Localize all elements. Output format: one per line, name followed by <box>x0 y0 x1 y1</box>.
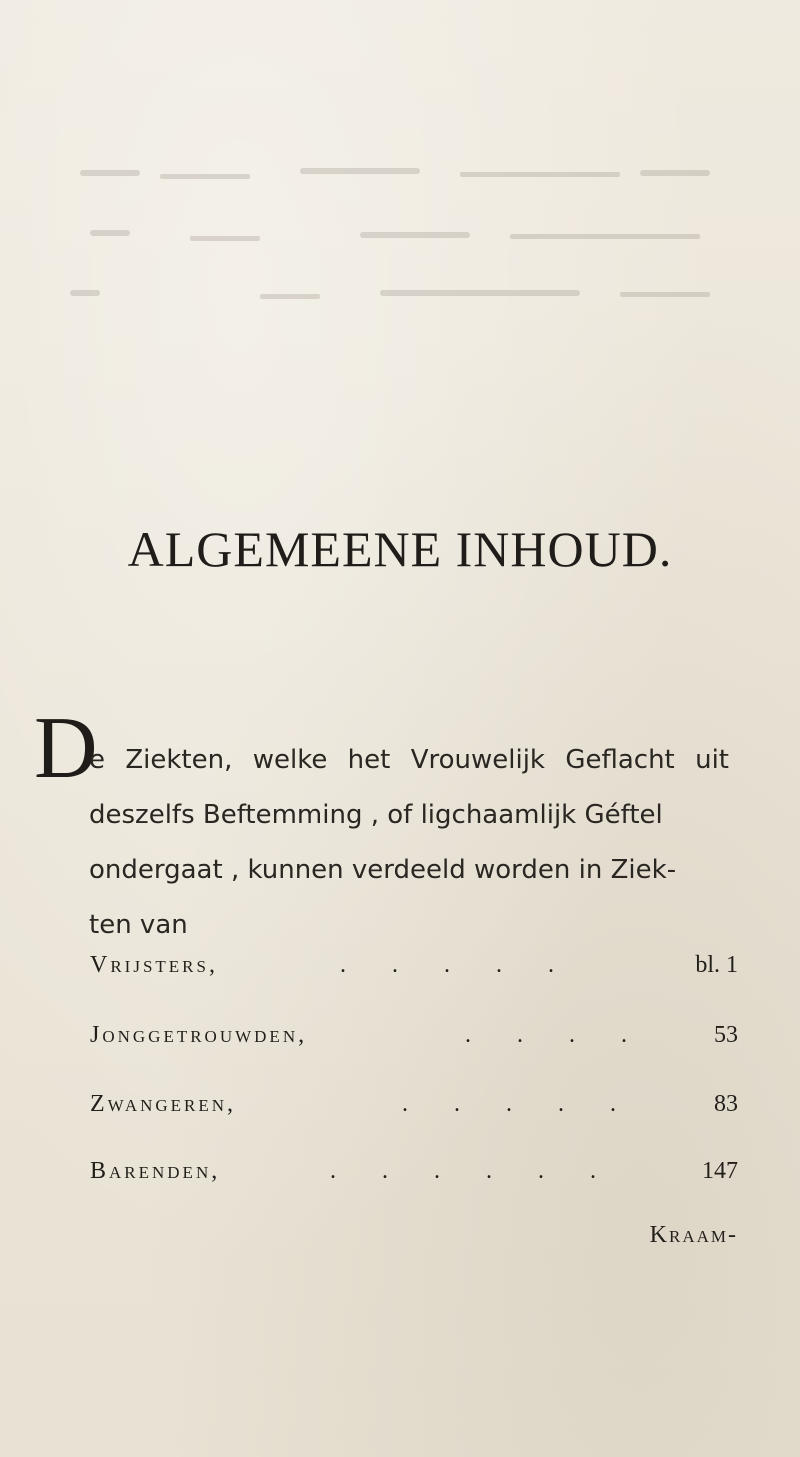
toc-entry-label: Jonggetrouwden, <box>90 1022 308 1048</box>
toc-entry-leader: . . . . <box>465 1022 647 1048</box>
intro-line: ten van <box>89 910 188 940</box>
toc-entry-leader: . . . . . <box>402 1091 636 1117</box>
intro-paragraph <box>89 733 729 953</box>
toc-entry-label: Zwangeren, <box>90 1091 237 1117</box>
toc-entry-jonggetrouwden <box>90 1022 738 1062</box>
drop-cap: D <box>34 700 98 797</box>
intro-line: e Ziekten, welke het Vrouwelijk Geflacht uit <box>89 745 729 775</box>
page-title: ALGEMEENE INHOUD. <box>127 521 673 577</box>
toc-entry-leader: . . . . . . <box>330 1158 616 1184</box>
catchword: Kraam- <box>649 1222 738 1248</box>
toc-entry-label: Barenden, <box>90 1158 221 1184</box>
show-through-text <box>60 150 740 350</box>
toc-entry-page: 147 <box>702 1158 738 1184</box>
toc-entry-page: 53 <box>714 1022 738 1048</box>
toc-entry-vrijsters <box>90 952 738 992</box>
intro-line: ondergaat , kunnen verdeeld worden in Ziek- <box>89 855 677 885</box>
toc-entry-leader: . . . . . <box>340 952 574 978</box>
toc-entry-zwangeren <box>90 1091 738 1131</box>
toc-entry-page: 83 <box>714 1091 738 1117</box>
toc-entry-label: Vrijsters, <box>90 952 218 978</box>
intro-line: deszelfs Beftemming , of ligchaamlijk Géftel <box>89 800 663 830</box>
toc-entry-page: bl. 1 <box>695 952 738 978</box>
toc-entry-barenden <box>90 1158 738 1198</box>
